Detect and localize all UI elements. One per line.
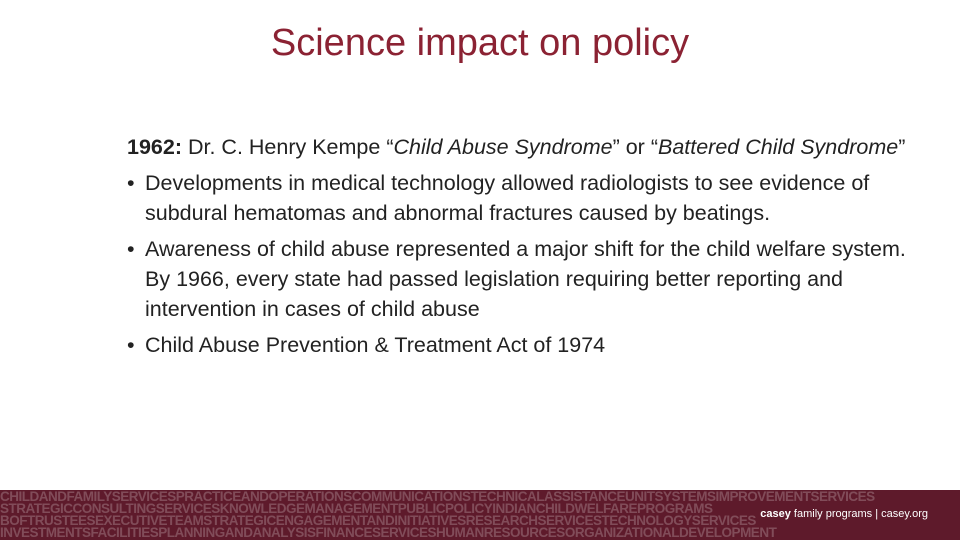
intro-end: ” — [898, 135, 906, 159]
bullet-item — [127, 330, 917, 360]
bullet-text: Child Abuse Prevention & Treatment Act of 1974 — [145, 333, 606, 357]
bullet-text: Developments in medical technology allowed radiologists to see evidence of subdural hematomas and abnormal fractures caused by beatings. — [145, 171, 870, 225]
bullet-item — [127, 234, 917, 324]
bullet-item — [127, 168, 917, 228]
intro-italic-1: Child Abuse Syndrome — [393, 135, 613, 159]
slide-title: Science impact on policy — [270, 22, 690, 64]
slide-body — [127, 132, 917, 360]
brand-rest: family programs | casey.org — [790, 508, 928, 520]
footer-watermark-line: STRATEGICCONSULTINGSERVICESKNOWLEDGEMANAGEMENTPUBLICPOLICYINDIANCHILDWELFAREPROGRAMS — [0, 501, 713, 516]
intro-italic-2: Battered Child Syndrome — [657, 135, 899, 159]
bullet-dot-icon: • — [127, 237, 135, 261]
brand-bold: casey — [760, 508, 791, 520]
intro-year: 1962: — [127, 135, 182, 159]
casey-brand-logo — [756, 508, 932, 520]
footer-watermark-line: CHILDANDFAMILYSERVICESPRACTICEANDOPERATIONSCOMMUNICATIONSTECHNICALASSISTANCEUNITSYSTEMSIMPROVEMENTSERVICES — [0, 490, 875, 504]
footer-band — [0, 490, 960, 540]
intro-line — [127, 132, 917, 162]
intro-mid: ” or “ — [612, 135, 658, 159]
bullet-text: Awareness of child abuse represented a major shift for the child welfare system. By 1966, every state had passed legislation requiring better reporting and intervention in cases of child abuse — [145, 237, 906, 321]
intro-text: Dr. C. Henry Kempe “ — [182, 135, 394, 159]
footer-watermark-line: INVESTMENTSFACILITIESPLANNINGANDANALYSISFINANCESERVICESHUMANRESOURCESORGANIZATIONALDEVELOPMENT — [0, 525, 777, 540]
bullet-dot-icon: • — [127, 171, 135, 195]
bullet-dot-icon: • — [127, 333, 135, 357]
footer-watermark-line: BOFTRUSTEESEXECUTIVETEAMSTRATEGICENGAGEMENTANDINITIATIVESRESEARCHSERVICESTECHNOLOGYSERVICES — [0, 513, 756, 528]
